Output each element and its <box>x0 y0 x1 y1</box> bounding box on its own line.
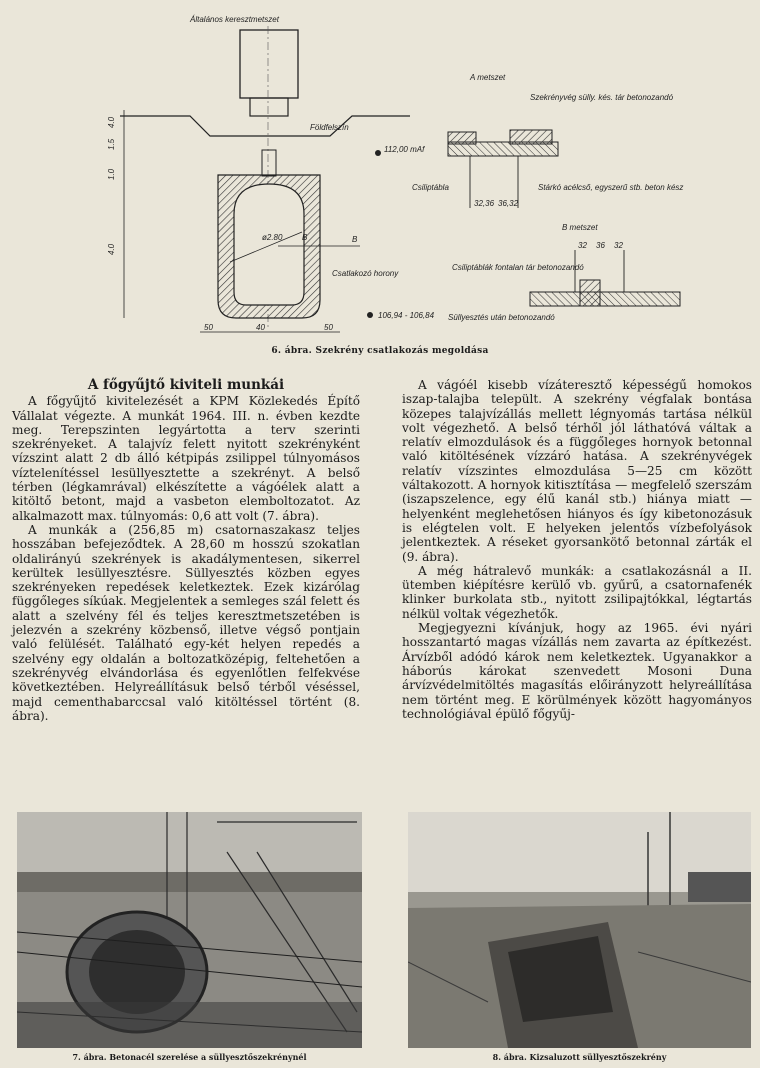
right-paragraph-2: A még hátralevő munkák: a csatlakozásnál a II. ütemben kiépítésre kerülő vb. gyűrű, a csatornafenék klinker burkolata stb., nyitott zsilipajtókkal, légtartás nélkül voltak végezhetők. <box>402 563 752 621</box>
dim-bottom-2: 40 <box>256 323 265 332</box>
b-section-slab <box>530 292 680 306</box>
figure-7-caption: 7. ábra. Betonacél szerelése a süllyesztőszekrénynél <box>72 1052 307 1062</box>
figure-8-photo <box>408 812 751 1048</box>
left-paragraph-1: A főgyűjtő kivitelezését a KPM Közlekedés Építő Vállalat végezte. A munkát 1964. III. n. évben kezdte meg. Terepszinten legyártotta a terv szerinti szekrényeket. A talajvíz felett nyitott szekrényként vízszint alatt 2 db álló kétpipás zsilippel túlnyomásos víztelenítéssel lesüllyesztette a szekrényt. A belső térben (légkamrával) elkészítette a vágóélek alatt a kitöltő betont, majd a vasbeton elemboltozatot. Az alkalmazott max. túlnyomás: 0,6 att volt (7. ábra). <box>12 394 360 523</box>
figure-7-photo <box>17 812 362 1048</box>
dim-left-1: 4.0 <box>107 116 116 128</box>
figure-6-caption: 6. ábra. Szekrény csatlakozás megoldása <box>271 346 489 356</box>
cross-section-title: Általános keresztmetszet <box>190 15 279 24</box>
dim-b-2: 36 <box>596 241 605 250</box>
caisson-inner-profile <box>234 184 304 305</box>
pile-wall-label: Csiliptábla <box>412 183 449 192</box>
sinking-note: Süllyesztés után betonozandó <box>448 313 555 322</box>
rebar-photo <box>17 812 362 1048</box>
figure-6-drawing <box>40 0 730 345</box>
section-heading: A főgyűjtő kiviteli munkái <box>87 377 285 393</box>
ground-level-label: Földfelszín <box>310 123 349 132</box>
left-text-column <box>12 378 360 723</box>
right-paragraph-1: A vágóél kisebb vízáteresztő képességű homokos iszap-talajba települt. A szekrény végfalak bontása közepes talajvízállás mellett légnyomás tartása nélkül volt végezhető. A belső térhől jól láthatóvá váltak a relatív elmozdulások és a függőleges hornyok betonnal való kitöltésének vízzáró hatása. A szekrényvégek relatív vízszintes elmozdulása 5—25 cm között váltakozott. A hornyok kitisztítása — megfelelő szerszám (iszapszelence, egy élű kanál stb.) hiánya miatt — helyenként meglehetősen hiányos és így kibetonozásuk is elégtelen volt. E helyeken jelentős vízbefolyások jelentkeztek. A réseket gyorsankötő betonnal zárták el (9. ábra). <box>402 378 752 564</box>
left-paragraph-2: A munkák a (256,85 m) csatornaszakasz teljes hosszában befejeződtek. A 28,60 m hosszú szokatlan oldalirányú szekrények is akadálymentesen, sikerrel kerültek lesüllyesztésre. Süllyesztés közben egyes szekrényeken repedések keletkeztek. Ezek kizárólag függőleges síkúak. Megjelentek a semleges szál felett és alatt a szelvény fél és teljes keresztmetszetében is jelezvén a szekrény közbenső, illetve végső pontjain való felülését. Található egy-két helyen repedés a szelvény egy oldalán a boltozatközépig, feltehetően a szekrényvég elvándorlása és egyenlőtlen felfekvése következtében. Helyreállításuk belső térből véséssel, majd cementhabarccsal való kitöltéssel történt (8. ábra). <box>12 522 360 723</box>
level-top-label: 112,00 mAf <box>384 145 425 154</box>
dim-bottom-1: 50 <box>204 323 213 332</box>
b-section-title: B metszet <box>562 223 598 232</box>
shaft-opening <box>262 150 276 176</box>
level-marker-bottom <box>367 312 373 318</box>
dim-left-4: 4.0 <box>107 243 116 255</box>
box-wall-note: Szekrényvég sülly. kés. tár betonozandó <box>530 93 674 102</box>
connection-groove-label: Csatlakozó horony <box>332 269 399 278</box>
marker-b-inner: B <box>302 233 308 242</box>
pile-note: Csiliptáblák fontalan tár betonozandó <box>452 263 584 272</box>
building-outline <box>240 30 298 98</box>
dim-a-2: 36,32 <box>498 199 519 208</box>
steel-note: Stárkó acélcső, egyszerű stb. beton kész <box>538 183 684 192</box>
caisson-photo <box>408 812 751 1048</box>
level-marker-top <box>375 150 381 156</box>
ground-line <box>120 116 410 136</box>
b-section-pier <box>580 280 600 306</box>
dim-left-2: 1.5 <box>107 138 116 150</box>
figure-8-caption: 8. ábra. Kizsaluzott süllyesztőszekrény <box>492 1052 667 1062</box>
dim-bottom-3: 50 <box>324 323 333 332</box>
building-base <box>250 98 288 116</box>
right-text-column <box>402 378 752 721</box>
diameter-label: ø2.80 <box>262 233 283 242</box>
a-section-right-block <box>510 130 552 144</box>
dim-b-1: 32 <box>578 241 587 250</box>
a-section-left-block <box>448 132 476 144</box>
dim-left-3: 1.0 <box>107 168 116 180</box>
marker-b-outer: B <box>352 235 358 244</box>
a-section-title: A metszet <box>470 73 506 82</box>
right-paragraph-3: Megjegyezni kívánjuk, hogy az 1965. évi nyári hosszantartó magas vízállás nem zavarta az építkezést. Árvízből adódó károk nem keletkeztek. Ugyanakkor a háborús károkat szenvedett Mosoni Duna árvízvédelmitöltés magasítás előirányzott helyreállítása nem történt meg. E körülmények között hagyományos technológiával épülő főgyűj- <box>402 621 752 721</box>
dim-b-3: 32 <box>614 241 623 250</box>
dim-a-1: 32,36 <box>474 199 495 208</box>
level-bottom-label: 106,94 - 106,84 <box>378 311 435 320</box>
cross-section-diagram <box>40 0 730 345</box>
